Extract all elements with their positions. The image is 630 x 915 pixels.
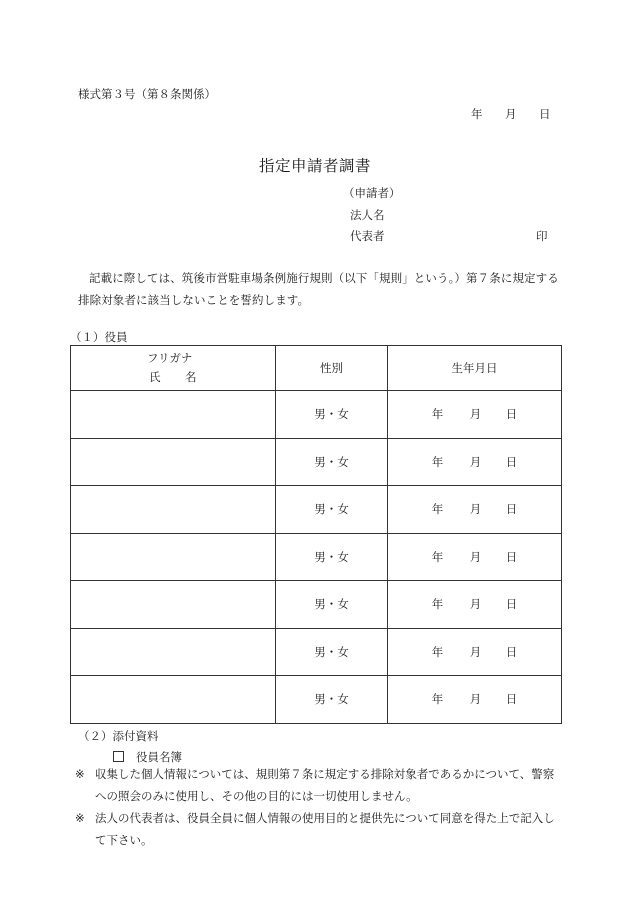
- officer-name-cell[interactable]: [71, 533, 276, 581]
- seal-label: 印: [536, 229, 548, 243]
- name-header: [71, 346, 276, 391]
- officer-name-cell[interactable]: [71, 676, 276, 724]
- note-text: 収集した個人情報については、規則第７条に規定する排除対象者であるかについて、警察への照会のみに使用し、その他の目的には一切使用しません。: [95, 767, 555, 803]
- representative-label: 代表者: [350, 229, 385, 243]
- birthdate-month-label: 月: [469, 692, 482, 707]
- officer-birthdate-cell[interactable]: [388, 581, 562, 629]
- corporation-name-label: 法人名: [350, 208, 385, 222]
- section-attachments-heading: （２）添付資料: [78, 729, 159, 743]
- table-row: [71, 676, 562, 724]
- name-header-char1: 氏: [149, 370, 161, 384]
- table-row: [71, 533, 562, 581]
- officer-birthdate-cell[interactable]: [388, 438, 562, 486]
- note-privacy: [75, 763, 561, 807]
- birthdate-year-label: 年: [431, 692, 444, 707]
- officer-name-cell[interactable]: [71, 628, 276, 676]
- officer-gender-cell[interactable]: 男・女: [276, 581, 388, 629]
- officer-gender-cell[interactable]: 男・女: [276, 391, 388, 439]
- applicant-label: （申請者）: [343, 186, 401, 200]
- officer-birthdate-cell[interactable]: [388, 486, 562, 534]
- officer-name-cell[interactable]: [71, 486, 276, 534]
- officer-gender-cell[interactable]: 男・女: [276, 486, 388, 534]
- officer-birthdate-cell[interactable]: [388, 533, 562, 581]
- date-year-label: 年: [471, 107, 483, 121]
- gender-header: 性別: [276, 346, 388, 391]
- officer-gender-cell[interactable]: 男・女: [276, 628, 388, 676]
- officer-birthdate-cell[interactable]: [388, 628, 562, 676]
- officer-gender-cell[interactable]: 男・女: [276, 438, 388, 486]
- birthdate-header: 生年月日: [388, 346, 562, 391]
- birthdate-day-label: 日: [505, 597, 518, 612]
- birthdate-year-label: 年: [431, 407, 444, 422]
- officer-gender-cell[interactable]: 男・女: [276, 533, 388, 581]
- birthdate-day-label: 日: [505, 644, 518, 659]
- table-row: [71, 391, 562, 439]
- officer-name-cell[interactable]: [71, 581, 276, 629]
- birthdate-day-label: 日: [505, 454, 518, 469]
- officer-gender-cell[interactable]: 男・女: [276, 676, 388, 724]
- officer-name-cell[interactable]: [71, 438, 276, 486]
- officer-table: [70, 345, 562, 724]
- table-row: [71, 628, 562, 676]
- table-row: [71, 581, 562, 629]
- birthdate-day-label: 日: [505, 407, 518, 422]
- birthdate-day-label: 日: [505, 692, 518, 707]
- birthdate-day-label: 日: [505, 549, 518, 564]
- submission-date: [471, 106, 551, 122]
- pledge-text: 記載に際しては、筑後市営駐車場条例施行規則（以下「規則」という。）第７条に規定する排除対象者に該当しないことを誓約します。: [78, 271, 559, 307]
- table-row: [71, 486, 562, 534]
- attachment-item-label: 役員名簿: [136, 750, 182, 764]
- birthdate-day-label: 日: [505, 502, 518, 517]
- note-text: 法人の代表者は、役員全員に個人情報の使用目的と提供先について同意を得た上で記入して下さい。: [95, 811, 555, 847]
- table-row: [71, 438, 562, 486]
- name-header-label: [71, 368, 275, 387]
- birthdate-year-label: 年: [431, 597, 444, 612]
- section-officers-heading: （１）役員: [70, 330, 128, 344]
- birthdate-month-label: 月: [469, 502, 482, 517]
- birthdate-month-label: 月: [469, 407, 482, 422]
- officer-birthdate-cell[interactable]: [388, 391, 562, 439]
- date-month-label: 月: [505, 107, 517, 121]
- birthdate-year-label: 年: [431, 644, 444, 659]
- note-consent: [75, 807, 561, 851]
- birthdate-year-label: 年: [431, 549, 444, 564]
- birthdate-month-label: 月: [469, 454, 482, 469]
- date-day-label: 日: [539, 107, 551, 121]
- birthdate-month-label: 月: [469, 644, 482, 659]
- form-number: 様式第３号（第８条関係）: [78, 87, 216, 101]
- name-header-char2: 名: [185, 370, 197, 384]
- officer-name-cell[interactable]: [71, 391, 276, 439]
- birthdate-month-label: 月: [469, 549, 482, 564]
- birthdate-month-label: 月: [469, 597, 482, 612]
- attachment-checkbox[interactable]: [113, 751, 124, 762]
- page-title: 指定申請者調書: [258, 157, 371, 175]
- birthdate-year-label: 年: [431, 454, 444, 469]
- furigana-header: フリガナ: [147, 351, 193, 365]
- note-mark: ※: [75, 767, 85, 781]
- table-header-row: [71, 346, 562, 391]
- officer-birthdate-cell[interactable]: [388, 676, 562, 724]
- note-mark: ※: [75, 811, 85, 825]
- birthdate-year-label: 年: [431, 502, 444, 517]
